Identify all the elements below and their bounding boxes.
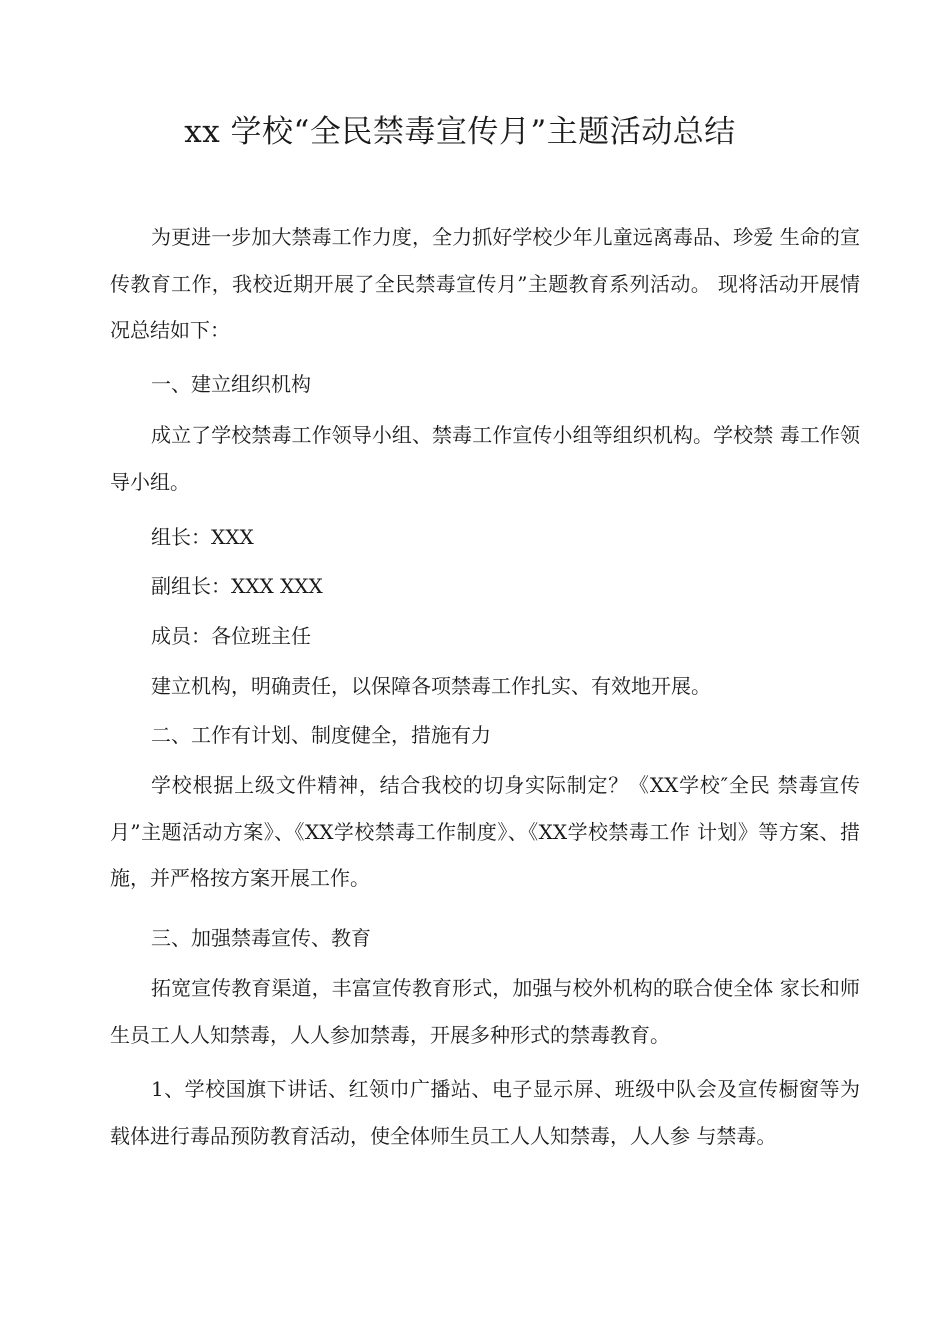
section-3-paragraph: 拓宽宣传教育渠道，丰富宣传教育形式，加强与校外机构的联合使全体 家长和师生员工人人知禁毒，人人参加禁毒，开展多种形式的禁毒教育。 <box>110 976 860 1047</box>
section-1-paragraph: 成立了学校禁毒工作领导小组、禁毒工作宣传小组等组织机构。学校禁 毒工作领导小组。 <box>110 423 860 494</box>
intro-paragraph: 为更进一步加大禁毒工作力度，全力抓好学校少年儿童远离毒品、珍爱 生命的宣传教育工作，我校近期开展了全民禁毒宣传月”主题教育系列活动。 现将活动开展情况总结如下： <box>110 225 860 342</box>
section-3-item-1: 1、学校国旗下讲话、红领巾广播站、电子显示屏、班级中队会及宣传橱窗等为载体进行毒品预防教育活动，使全体师生员工人人知禁毒，人人参 与禁毒。 <box>110 1077 860 1148</box>
members-line: 成员：各位班主任 <box>151 624 311 648</box>
section-heading-3: 三、加强禁毒宣传、教育 <box>151 926 371 950</box>
organization-purpose-line: 建立机构，明确责任，以保障各项禁毒工作扎实、有效地开展。 <box>151 674 711 698</box>
section-heading-1: 一、建立组织机构 <box>151 372 311 396</box>
deputy-leader-line: 副组长：XXX XXX <box>151 574 323 598</box>
leader-line: 组长：XXX <box>151 525 254 549</box>
section-2-paragraph: 学校根据上级文件精神，结合我校的切身实际制定？《XX学校″全民 禁毒宣传月”主题活动方案》、《XX学校禁毒工作制度》、《XX学校禁毒工作 计划》等方案、措施，并严格按方案开展工作。 <box>110 773 860 890</box>
document-title: xx 学校“全民禁毒宣传月”主题活动总结 <box>184 114 736 150</box>
section-heading-2: 二、工作有计划、制度健全，措施有力 <box>151 723 491 747</box>
